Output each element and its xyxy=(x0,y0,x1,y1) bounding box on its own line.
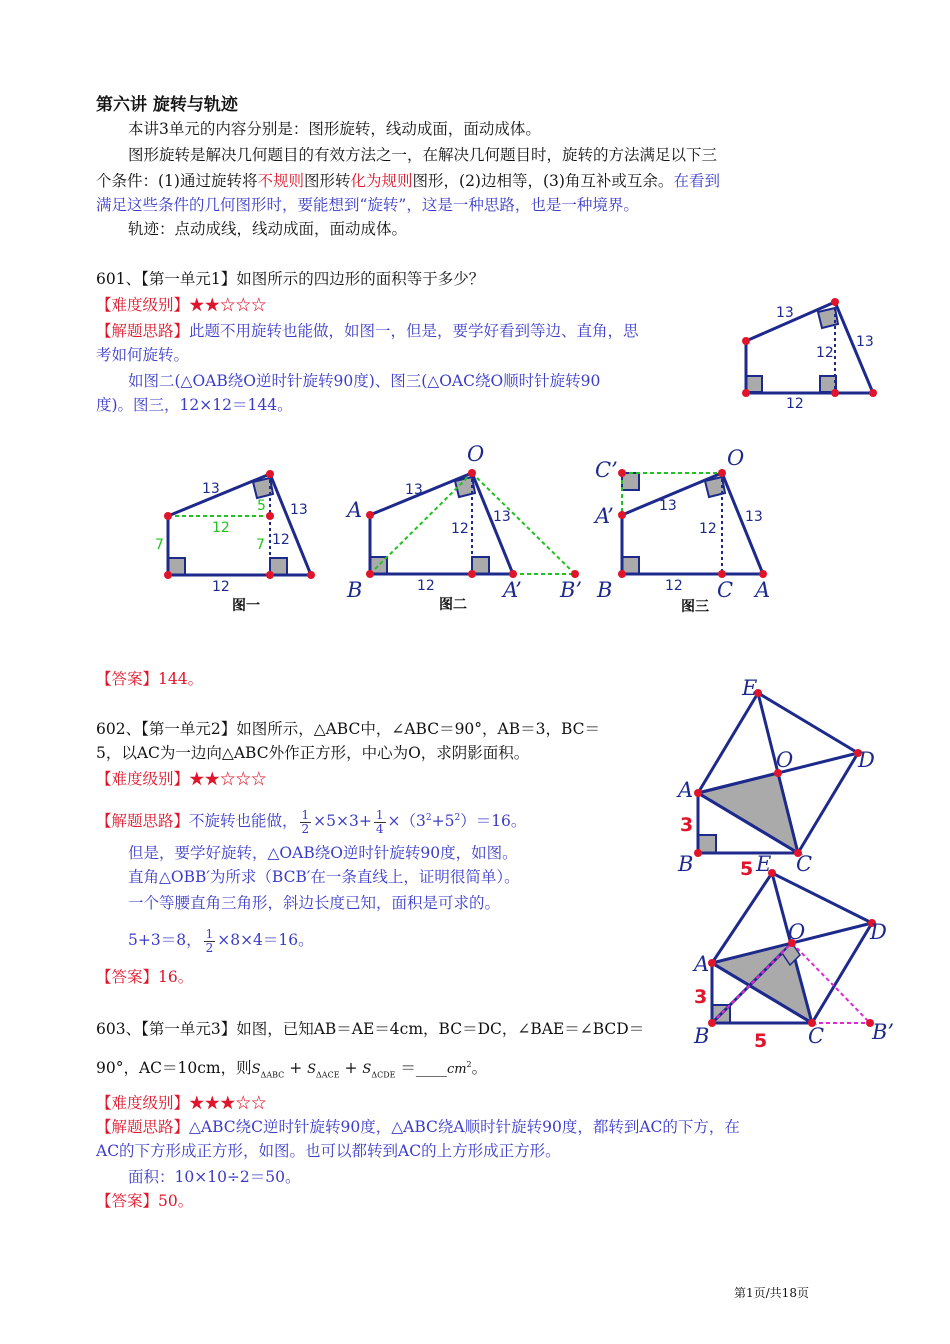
label-13: 13 xyxy=(659,498,677,514)
label-C: C xyxy=(717,578,734,602)
p601-thought-d: 度)。图三，12×12＝144。 xyxy=(96,396,293,414)
page-footer: 第1页/共18页 xyxy=(734,1286,809,1300)
p601-figure-3 xyxy=(595,445,795,620)
label-E: E xyxy=(742,676,758,700)
label-12: 12 xyxy=(212,520,230,536)
caption-fig3: 图三 xyxy=(681,599,709,615)
label-C: C xyxy=(808,1024,825,1048)
label-13: 13 xyxy=(745,509,763,525)
p601-figure-1 xyxy=(150,460,340,620)
label-12: 12 xyxy=(699,521,717,537)
label-A-prime: A’ xyxy=(503,578,522,602)
p601-question: 601、【第一单元1】如图所示的四边形的面积等于多少？ xyxy=(96,270,485,288)
p602-thought-a: 【解题思路】不旋转也能做， $\frac{1}{2}$ ×5×3+ $\frac{1}{4}$ $\times(3^2+5^2)=16$。 xyxy=(96,807,527,836)
label-3: 3 xyxy=(694,986,708,1008)
p602-line-e: 5+3＝8， $\frac{1}{2}$ ×8×4＝16。 xyxy=(128,926,314,955)
p602-line-d: 一个等腰直角三角形，斜边长度已知，面积是可求的。 xyxy=(128,894,501,912)
p602-answer: 【答案】16。 xyxy=(96,968,194,986)
p601-answer: 【答案】144。 xyxy=(96,670,204,688)
label-13: 13 xyxy=(202,481,220,497)
p601-difficulty: 【难度级别】★★☆☆☆ xyxy=(96,296,267,314)
label-B: B xyxy=(678,852,694,876)
label-B: B xyxy=(694,1024,710,1048)
p603-thought-b: AC的下方形成正方形，如图。也可以都转到AC的上方形成正方形。 xyxy=(96,1142,561,1160)
label-5: 5 xyxy=(740,858,754,880)
label-C: C xyxy=(796,852,813,876)
label-O: O xyxy=(776,748,794,772)
label-A: A xyxy=(347,498,363,522)
caption-fig1: 图一 xyxy=(232,598,260,614)
p603-thought-a: 【解题思路】△ABC绕C逆时针旋转90度，△ABC绕A顺时针旋转90度，都转到AC的下方，在 xyxy=(96,1118,740,1136)
p601-thought-c: 如图二(△OAB绕O逆时针旋转90度)、图三(△OAC绕O顺时针旋转90 xyxy=(128,372,601,390)
label-13: 13 xyxy=(776,305,794,321)
p601-thought-b: 考如何旋转。 xyxy=(96,346,190,364)
label-12: 12 xyxy=(451,521,469,537)
label-5: 5 xyxy=(754,1030,768,1052)
label-D: D xyxy=(870,920,887,944)
label-13: 13 xyxy=(856,334,874,350)
label-13: 13 xyxy=(290,502,308,518)
label-7: 7 xyxy=(155,537,164,553)
label-A: A xyxy=(694,952,710,976)
p602-question-a: 602、【第一单元2】如图所示，△ABC中，∠ABC＝90°，AB＝3，BC＝ xyxy=(96,720,601,738)
p602-question-b: 5，以AC为一边向△ABC外作正方形，中心为O，求阴影面积。 xyxy=(96,744,530,762)
label-A: A xyxy=(755,578,771,602)
label-B: B xyxy=(597,578,613,602)
label-A: A xyxy=(678,778,694,802)
page-title: 第六讲 旋转与轨迹 xyxy=(96,95,238,115)
p602-line-b: 但是，要学好旋转，△OAB绕O逆时针旋转90度，如图。 xyxy=(128,844,518,862)
p603-answer: 【答案】50。 xyxy=(96,1192,194,1210)
p603-area: 面积：10×10÷2＝50。 xyxy=(128,1168,301,1186)
p602-difficulty: 【难度级别】★★☆☆☆ xyxy=(96,770,267,788)
label-C-prime: C’ xyxy=(595,458,618,482)
label-12: 12 xyxy=(816,345,834,361)
p601-figure-main xyxy=(730,290,890,420)
label-3: 3 xyxy=(680,814,694,836)
label-12: 12 xyxy=(417,578,435,594)
label-O: O xyxy=(788,920,806,944)
label-12: 12 xyxy=(786,396,804,412)
p603-difficulty: 【难度级别】★★★☆☆ xyxy=(96,1094,267,1112)
intro-p2b: 个条件：(1)通过旋转将不规则图形转化为规则图形，(2)边相等，(3)角互补或互余。在看到 xyxy=(96,172,720,190)
label-13: 13 xyxy=(493,509,511,525)
label-A-prime: A’ xyxy=(595,504,614,528)
label-12: 12 xyxy=(272,532,290,548)
caption-fig2: 图二 xyxy=(439,597,467,613)
label-7: 7 xyxy=(256,537,265,553)
label-D: D xyxy=(858,748,875,772)
label-13: 13 xyxy=(405,482,423,498)
label-O: O xyxy=(727,446,745,470)
p602-line-c: 直角△OBB′为所求（BCB′在一条直线上，证明很简单）。 xyxy=(128,868,520,886)
intro-p1: 本讲3单元的内容分别是：图形旋转，线动成面，面动成体。 xyxy=(128,120,541,138)
p603-question-a: 603、【第一单元3】如图，已知AB＝AE＝4cm，BC＝DC，∠BAE＝∠BCD＝ xyxy=(96,1020,645,1038)
label-B-prime: B’ xyxy=(872,1020,895,1044)
label-B-prime: B’ xyxy=(560,578,583,602)
intro-p2c: 满足这些条件的几何图形时，要能想到“旋转”，这是一种思路，也是一种境界。 xyxy=(96,196,639,214)
label-B: B xyxy=(347,578,363,602)
p602-figure-a xyxy=(670,675,890,880)
intro-p2a: 图形旋转是解决几何题目的有效方法之一，在解决几何题目时，旋转的方法满足以下三 xyxy=(128,146,718,164)
p601-thought-a: 【解题思路】此题不用旋转也能做，如图一，但是，要学好看到等边、直角，思 xyxy=(96,322,639,340)
p603-question-b: 90°，AC＝10cm，则$S_{\Delta ABC} + S_{\Delta ACE} + S_{\Delta CDE}$ $=\_\_\_\_cm^2$。 xyxy=(96,1059,488,1080)
label-5: 5 xyxy=(257,498,266,514)
label-12: 12 xyxy=(665,578,683,594)
intro-p3: 轨迹：点动成线，线动成面，面动成体。 xyxy=(128,220,408,238)
p601-figure-2 xyxy=(345,442,595,620)
label-O: O xyxy=(467,442,485,466)
p602-figure-b xyxy=(670,852,910,1055)
label-E: E xyxy=(756,852,772,876)
label-12: 12 xyxy=(212,579,230,595)
